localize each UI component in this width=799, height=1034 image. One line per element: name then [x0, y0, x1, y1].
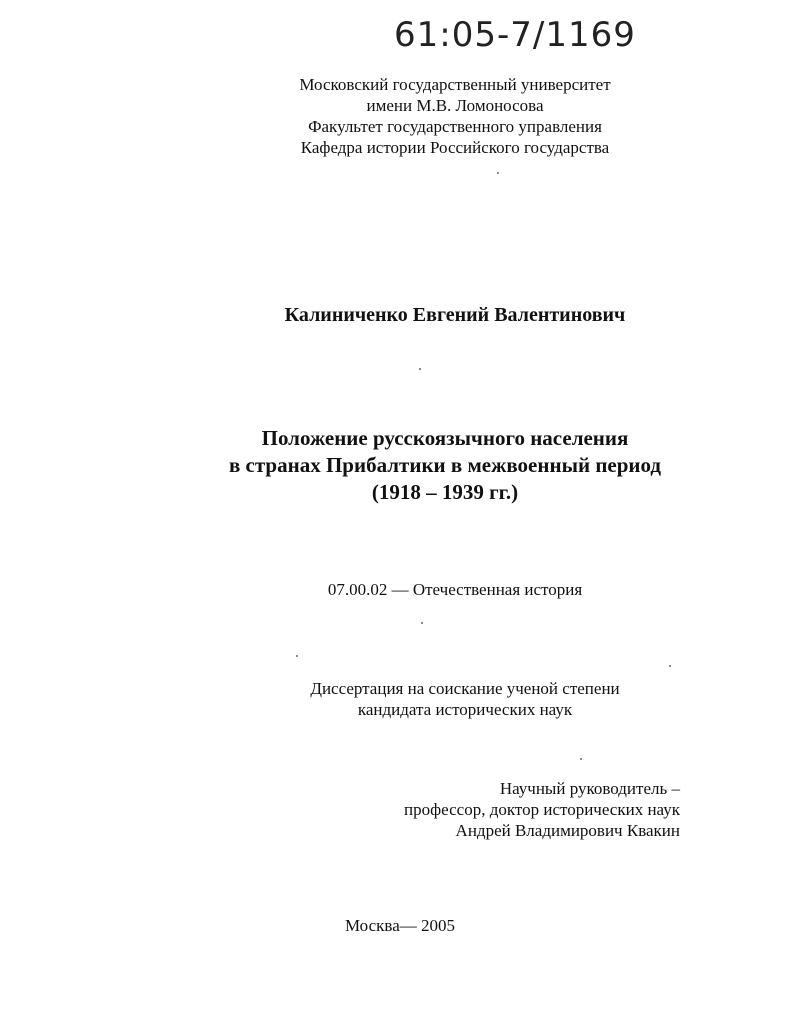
scan-speck — [497, 172, 499, 174]
dissertation-title — [150, 425, 740, 506]
city-year: Москва— 2005 — [344, 916, 456, 935]
scan-speck — [419, 368, 421, 370]
specialty-code: 07.00.02 — Отечественная история — [327, 580, 583, 599]
author-name: Калиниченко Евгений Валентинович — [284, 304, 626, 326]
degree-line: Диссертация на соискание ученой степени — [310, 679, 620, 698]
institution-block — [230, 74, 680, 158]
supervisor-block — [340, 778, 680, 841]
institution-line: Кафедра истории Российского государства — [300, 138, 610, 157]
supervisor-line: Андрей Владимирович Квакин — [455, 821, 680, 840]
title-line: Положение русскоязычного населения — [261, 426, 629, 450]
archive-mark-text: 61:05-7/1169 — [394, 15, 636, 55]
scan-speck — [421, 622, 423, 624]
institution-line: Факультет государственного управления — [308, 117, 602, 136]
title-line: в странах Прибалтики в межвоенный период — [228, 453, 662, 477]
supervisor-line: профессор, доктор исторических наук — [404, 800, 680, 819]
title-line: (1918 – 1939 гг.) — [371, 480, 519, 504]
scan-speck — [296, 655, 298, 657]
degree-statement — [280, 678, 650, 720]
degree-line: кандидата исторических наук — [357, 700, 573, 719]
scan-speck — [580, 758, 582, 760]
handwritten-mark-svg — [390, 8, 650, 56]
institution-line: Московский государственный университет — [299, 75, 611, 94]
supervisor-line: Научный руководитель – — [499, 779, 680, 798]
archive-handwritten-mark — [390, 8, 650, 56]
institution-line: имени М.В. Ломоносова — [366, 96, 544, 115]
scan-speck — [669, 665, 671, 667]
